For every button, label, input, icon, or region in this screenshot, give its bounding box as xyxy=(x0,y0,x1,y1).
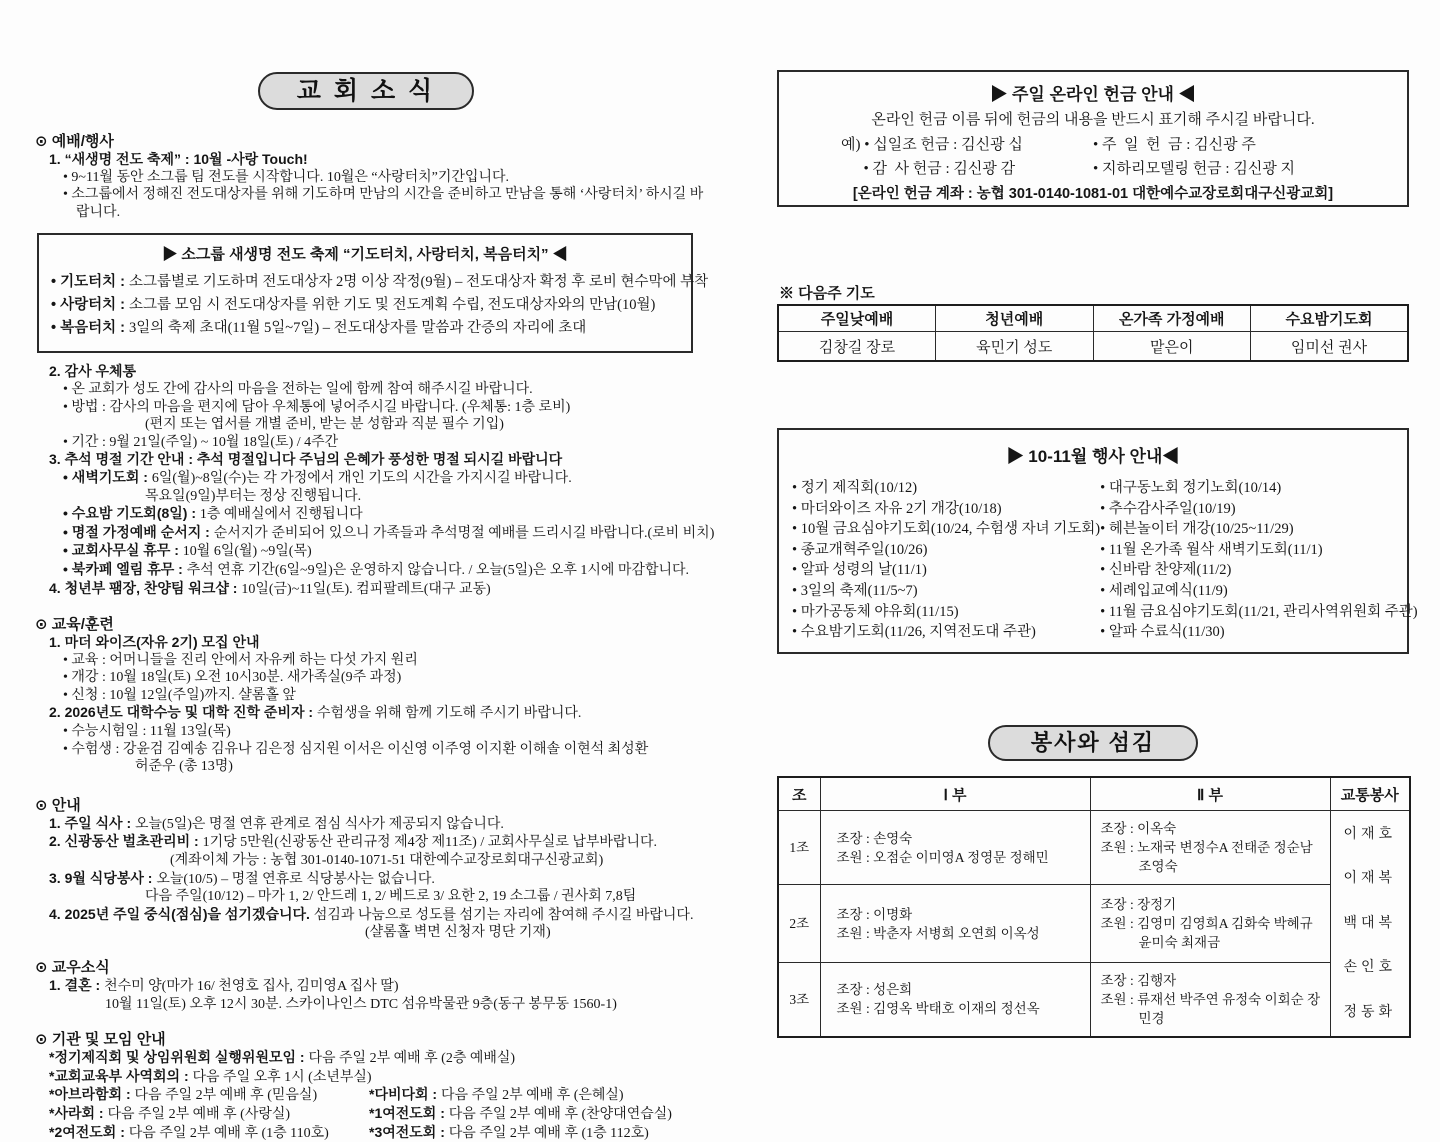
prayer-value: 맡은이 xyxy=(1093,332,1251,362)
festival-item-label: • 복음터치 : xyxy=(51,320,130,337)
prayer-value: 육민기 성도 xyxy=(936,332,1094,362)
team-members: 조원 : 김영옥 박태호 이재의 정선옥 xyxy=(836,1001,1040,1017)
part2-cell xyxy=(1090,885,1330,963)
next-week-prayer-table xyxy=(777,304,1409,362)
events-box xyxy=(777,428,1418,654)
team-leader: 조장 : 손영숙 xyxy=(836,830,913,846)
event-item: • 10월 금요심야기도회(10/24, 수험생 자녀 기도회) xyxy=(792,521,1101,538)
group-meeting-right xyxy=(369,1086,624,1105)
notice-item4-cont: (샬롬홀 벽면 신청자 명단 기재) xyxy=(365,925,551,941)
event-item: • 정기 제직회(10/12) xyxy=(792,480,918,496)
festival-item-text: 소그룹 모임 시 전도대상자를 위한 기도 및 전도계획 수립, 전도대상자와의 만남(10월) xyxy=(129,297,656,314)
group-label: *1여전도회 : xyxy=(369,1104,449,1121)
edu-item2-bullet2-cont: 허준우 (총 13명) xyxy=(135,759,233,775)
offering-account: [온라인 헌금 계좌 : 농협 301-0140-1081-01 대한예수교장로회대구신광교회] xyxy=(852,186,1334,202)
group-label: *3여전도회 : xyxy=(369,1123,449,1140)
part1-cell xyxy=(820,885,1090,963)
group-meeting-left xyxy=(49,1086,369,1105)
edu-item2-bullet1: • 수능시험일 : 11월 13일(목) xyxy=(63,724,231,740)
notice-item4 xyxy=(49,906,697,925)
festival-box-items xyxy=(51,271,709,340)
worship-item3-bullet1 xyxy=(63,469,697,488)
group-meeting-right xyxy=(369,1124,649,1142)
serving-row-3 xyxy=(778,963,1410,1037)
offering-box-desc: 온라인 헌금 이름 뒤에 헌금의 내용을 반드시 표기해 주시길 바랍니다. xyxy=(871,112,1315,128)
traffic-volunteer: 이재복 xyxy=(1343,871,1397,887)
group-label: *사라회 : xyxy=(49,1104,108,1121)
worship-item3-bullet4 xyxy=(63,542,697,561)
event-item: • 알파 수료식(11/30) xyxy=(1100,624,1225,641)
group-text: 다음 주일 2부 예배 후 (2층 예배실) xyxy=(308,1051,516,1067)
event-item: • 마가공동체 야유회(11/15) xyxy=(792,603,959,620)
edu-item1-bullet2: • 개강 : 10월 18일(토) 오전 10시30분. 새가족실(9주 과정) xyxy=(63,670,402,686)
section-heading-education: ⊙ 교육/훈련 xyxy=(35,616,114,634)
group-meeting-row xyxy=(49,1124,697,1142)
worship-item2-bullet1: • 온 교회가 성도 간에 감사의 마음을 전하는 일에 함께 참여 해주시길 바랍니다. xyxy=(63,381,533,397)
item-label: 4. 2025년 주일 중식(점심)을 섬기겠습니다. xyxy=(49,905,314,922)
news-item1 xyxy=(49,977,697,996)
team-members: 조원 : 박춘자 서병희 오연희 이옥성 xyxy=(836,925,1040,941)
group-text: 다음 주일 2부 예배 후 (1층 110호) xyxy=(128,1125,329,1141)
item-text: 수험생을 위해 함께 기도해 주시기 바랍니다. xyxy=(316,706,582,722)
group-text: 다음 주일 오후 1시 (소년부실) xyxy=(192,1069,372,1085)
worship-item1-title: 1. “새생명 전도 축제” : 10월 -사랑 Touch! xyxy=(49,151,308,167)
item-text: 오늘(10/5) – 명절 연휴로 식당봉사는 없습니다. xyxy=(156,871,435,887)
team-members: 조원 : 오점순 이미영A 정영문 정해민 xyxy=(836,849,1049,865)
item-label: 2. 신광동산 벌초관리비 : xyxy=(49,833,203,850)
item-text: 천수미 양(마가 16/ 천영호 집사, 김미영A 집사 딸) xyxy=(104,979,399,994)
group-text: 다음 주일 2부 예배 후 (1층 112호) xyxy=(448,1125,649,1141)
worship-item3-bullet3 xyxy=(63,523,715,543)
bullet-text: 추석 연휴 기간(6일~9일)은 운영하지 않습니다. / 오늘(5일)은 오후 1시에 마감합니다. xyxy=(186,562,690,578)
group-number: 1조 xyxy=(778,811,820,885)
notice-item1 xyxy=(49,815,697,834)
team-leader: 조장 : 장정기 xyxy=(1100,897,1177,912)
worship-item3-bullet5 xyxy=(63,561,697,580)
team-leader: 조장 : 이명화 xyxy=(836,906,913,922)
events-columns xyxy=(779,478,1418,643)
prayer-value: 김창길 장로 xyxy=(778,332,936,362)
group-meeting-row xyxy=(49,1105,697,1124)
worship-item2-bullet3: • 기간 : 9월 21일(주일) ~ 10월 18일(토) / 4주간 xyxy=(63,434,339,450)
next-week-prayer-label: ※ 다음주 기도 xyxy=(779,285,875,302)
item-text: 섬김과 나눔으로 성도를 섬기는 자리에 참여해 주시길 바랍니다. xyxy=(313,907,694,923)
notice-item3 xyxy=(49,870,697,889)
groups-full-rows xyxy=(35,1049,697,1086)
group-label: *다비다회 : xyxy=(369,1086,441,1103)
traffic-volunteer: 이재호 xyxy=(1343,826,1397,842)
bullet-label: • 명절 가정예배 순서지 : xyxy=(63,523,214,540)
prayer-col-header: 주일낮예배 xyxy=(778,305,936,332)
page-title: 교 회 소 식 xyxy=(258,72,474,110)
item-label: 3. 9월 식당봉사 : xyxy=(49,869,157,886)
traffic-volunteers xyxy=(1331,812,1410,1034)
event-item: • 대구동노회 정기노회(10/14) xyxy=(1100,480,1282,496)
part1-cell xyxy=(820,811,1090,885)
festival-item xyxy=(51,317,679,340)
serving-col-header-part1: Ⅰ 부 xyxy=(820,777,1090,811)
event-item: • 세례입교예식(11/9) xyxy=(1100,582,1228,599)
event-item: • 신바람 찬양제(11/2) xyxy=(1100,562,1232,579)
worship-item3-title: 3. 추석 명절 기간 안내 : 추석 명절입니다 주님의 은혜가 풍성한 명절 되시길 바랍니다 xyxy=(49,451,563,468)
worship-item2-bullet2-cont: (편지 또는 엽서를 개별 준비, 받는 분 성함과 직분 필수 기입) xyxy=(145,417,504,433)
group-number: 2조 xyxy=(778,885,820,963)
offering-example: • 지하리모델링 헌금 : 김신광 지 xyxy=(1093,161,1296,177)
festival-item-text: 3일의 축제 초대(11월 5일~7일) – 전도대상자를 말씀과 간증의 자리에 초대 xyxy=(129,320,587,337)
section-heading-member-news: ⊙ 교우소식 xyxy=(35,959,110,976)
event-item: • 11월 온가족 월삭 새벽기도회(11/1) xyxy=(1100,541,1323,558)
section-heading-groups: ⊙ 기관 및 모임 안내 xyxy=(35,1031,166,1049)
serving-table xyxy=(777,776,1411,1038)
edu-item1-title: 1. 마더 와이즈(자유 2기) 모집 안내 xyxy=(49,634,260,651)
prayer-col-header: 청년예배 xyxy=(936,305,1094,332)
left-page xyxy=(35,64,715,1142)
serving-col-header-traffic: 교통봉사 xyxy=(1330,777,1410,811)
small-group-festival-box xyxy=(37,233,709,353)
edu-item1-bullet1: • 교육 : 어머니들을 진리 안에서 자유케 하는 다섯 가지 원리 xyxy=(63,652,418,668)
event-item: • 헤븐놀이터 개강(10/25~11/29) xyxy=(1100,521,1294,538)
offering-examples xyxy=(779,133,1407,181)
offering-box-title: ▶ 주일 온라인 헌금 안내 ◀ xyxy=(990,85,1196,104)
team-leader: 조장 : 이옥숙 xyxy=(1100,821,1177,836)
group-text: 다음 주일 2부 예배 후 (믿음실) xyxy=(134,1088,318,1104)
edu-item1-bullet3: • 신청 : 10월 12일(주일)까지. 샬롬홀 앞 xyxy=(63,687,296,703)
festival-box-title: ▶ 소그룹 새생명 전도 축제 “기도터치, 사랑터치, 복음터치” ◀ xyxy=(162,246,568,264)
bullet-label: • 새벽기도회 : xyxy=(63,468,152,485)
events-left-column xyxy=(792,478,1100,643)
group-label: *정기제직회 및 상임위원회 실행위원모임 : xyxy=(49,1049,309,1066)
serving-col-header-group: 조 xyxy=(778,777,820,811)
right-page xyxy=(777,70,1418,1060)
group-meeting-row xyxy=(49,1086,697,1105)
event-item: • 종교개혁주일(10/26) xyxy=(792,541,928,558)
serving-row-1 xyxy=(778,811,1410,885)
group-number: 3조 xyxy=(778,963,820,1037)
item-label: 2. 2026년도 대학수능 및 대학 진학 준비자 : xyxy=(49,704,317,721)
event-item: • 수요밤기도회(11/26, 지역전도대 주관) xyxy=(792,624,1036,641)
item-label: 1. 결혼 : xyxy=(49,977,105,993)
bullet-label: • 북카페 엘림 휴무 : xyxy=(63,560,187,577)
section-heading-notice: ⊙ 안내 xyxy=(35,796,81,814)
prayer-value-row xyxy=(778,332,1408,362)
item-label: 1. 주일 식사 : xyxy=(49,814,135,831)
event-item: • 11월 금요심야기도회(11/21, 관리사역위원회 주관) xyxy=(1100,603,1418,620)
events-right-column xyxy=(1100,478,1417,643)
worship-item4-title xyxy=(49,580,697,599)
group-meeting-left xyxy=(49,1105,369,1124)
prayer-header-row xyxy=(778,305,1408,332)
group-meeting-left xyxy=(49,1124,369,1142)
group-text: 다음 주일 2부 예배 후 (은혜실) xyxy=(441,1088,624,1104)
part2-cell xyxy=(1090,811,1330,885)
group-meeting-line xyxy=(49,1068,697,1087)
serving-row-2 xyxy=(778,885,1410,963)
offering-example: • 주 일 헌 금 : 김신광 주 xyxy=(1093,137,1256,153)
festival-item xyxy=(51,294,679,317)
event-item: • 추수감사주일(10/19) xyxy=(1100,500,1236,517)
prayer-value: 임미선 권사 xyxy=(1251,332,1409,362)
worship-item2-title: 2. 감사 우체통 xyxy=(49,363,137,380)
festival-item-text: 소그룹별로 기도하며 전도대상자 2명 이상 작정(9월) – 전도대상자 확정 후 로비 현수막에 부착 xyxy=(129,274,709,291)
festival-item-label: • 사랑터치 : xyxy=(51,297,130,314)
offering-example: 예) • 십일조 헌금 : 김신광 십 xyxy=(841,137,1023,153)
part2-cell xyxy=(1090,963,1330,1037)
team-leader: 조장 : 성은희 xyxy=(836,982,913,998)
item-text: 10일(금)~11일(토). 컴피팔레트(대구 교동) xyxy=(241,581,491,597)
section-heading-worship: ⊙ 예배/행사 xyxy=(35,133,114,150)
worship-item2-bullet2: • 방법 : 감사의 마음을 편지에 담아 우체통에 넣어주시길 바랍니다. (우체통: 1층 로비) xyxy=(63,399,571,415)
item-text: 1기당 5만원(신광동산 관리규정 제4장 제11조) / 교회사무실로 납부바랍니다. xyxy=(202,835,657,851)
notice-item3-cont: 다음 주일(10/12) – 마가 1, 2/ 안드레 1, 2/ 베드로 3/ 요한 2, 19 소그룹 / 권사회 7,8팀 xyxy=(145,889,637,905)
offering-example: • 감 사 헌금 : 김신광 감 xyxy=(841,161,1016,177)
notice-item2 xyxy=(49,833,697,852)
bullet-text: 6일(월)~8일(수)는 각 가정에서 개인 기도의 시간을 가지시길 바랍니다. xyxy=(151,470,572,486)
event-item: • 마더와이즈 자유 2기 개강(10/18) xyxy=(792,500,1002,517)
news-item1-cont: 10월 11일(토) 오후 12시 30분. 스카이나인스 DTC 섬유박물관 9층(동구 봉무동 1560-1) xyxy=(105,996,617,1012)
bullet-label: • 교회사무실 휴무 : xyxy=(63,542,183,559)
bullet-text: 1층 예배실에서 진행됩니다 xyxy=(199,507,363,523)
prayer-col-header: 온가족 가정예배 xyxy=(1093,305,1251,332)
prayer-col-header: 수요밤기도회 xyxy=(1251,305,1409,332)
worship-item3-bullet1-cont: 목요일(9일)부터는 정상 진행됩니다. xyxy=(145,488,362,504)
traffic-volunteer: 정동화 xyxy=(1343,1004,1397,1020)
bullet-label: • 수요밤 기도회(8일) : xyxy=(63,505,200,522)
group-text: 다음 주일 2부 예배 후 (찬양대연습실) xyxy=(448,1106,672,1122)
traffic-service-cell xyxy=(1330,811,1410,1037)
festival-item xyxy=(51,271,709,294)
worship-item1-bullet2: • 소그룹에서 정해진 전도대상자를 위해 기도하며 만남의 시간을 준비하고 만남을 통해 ‘사랑터치’ 하시길 바랍니다. xyxy=(63,187,704,220)
group-meeting-right xyxy=(369,1105,672,1124)
groups-two-col-rows xyxy=(35,1086,697,1142)
serving-section-title: 봉사와 섬김 xyxy=(988,725,1198,761)
worship-item3-bullet2 xyxy=(63,505,697,524)
serving-header-row xyxy=(778,777,1410,811)
events-box-title: ▶ 10-11월 행사 안내◀ xyxy=(1006,447,1180,466)
group-label: *2여전도회 : xyxy=(49,1123,129,1140)
group-label: *아브라함회 : xyxy=(49,1086,135,1103)
event-item: • 알파 성령의 날(11/1) xyxy=(792,562,927,579)
edu-item2-bullet2: • 수험생 : 강윤검 김예송 김유나 김은정 심지원 이서은 이신영 이주영 이지환 이해솔 이현석 최성환 xyxy=(63,741,649,757)
bullet-text: 10월 6일(월) ~9일(목) xyxy=(182,544,312,560)
traffic-volunteer: 손인호 xyxy=(1343,960,1397,976)
bullet-text: 순서지가 준비되어 있으니 가족들과 추석명절 예배를 드리시길 바랍니다.(로비 비치) xyxy=(213,525,715,541)
part1-cell xyxy=(820,963,1090,1037)
serving-col-header-part2: Ⅱ 부 xyxy=(1090,777,1330,811)
festival-item-label: • 기도터치 : xyxy=(51,274,130,291)
event-item: • 3일의 축제(11/5~7) xyxy=(792,582,918,599)
notice-item2-cont: (계좌이체 가능 : 농협 301-0140-1071-51 대한예수교장로회대구신광교회) xyxy=(170,853,604,869)
online-offering-box xyxy=(777,70,1409,207)
item-text: 오늘(5일)은 명절 연휴 관계로 점심 식사가 제공되지 않습니다. xyxy=(135,816,504,832)
team-members: 조원 : 류재선 박주연 유정숙 이회순 장민경 xyxy=(1100,991,1321,1026)
group-text: 다음 주일 2부 예배 후 (사랑실) xyxy=(107,1106,291,1122)
item-label: 4. 청년부 팸장, 찬양팀 워크샵 : xyxy=(49,579,242,596)
team-members: 조원 : 노재국 변정수A 전태준 정순남 조영숙 xyxy=(1100,840,1313,874)
team-members: 조원 : 김영미 김영희A 김화숙 박혜규 윤미숙 최재금 xyxy=(1100,916,1313,950)
traffic-volunteer: 백대복 xyxy=(1343,915,1397,931)
worship-item1-bullet1: • 9~11월 동안 소그룹 팀 전도를 시작합니다. 10월은 “사랑터치”기간입니다. xyxy=(63,169,510,185)
team-leader: 조장 : 김행자 xyxy=(1100,972,1177,988)
edu-item2-title xyxy=(49,704,697,723)
group-label: *교회교육부 사역회의 : xyxy=(49,1067,193,1084)
group-meeting-line xyxy=(49,1049,697,1068)
